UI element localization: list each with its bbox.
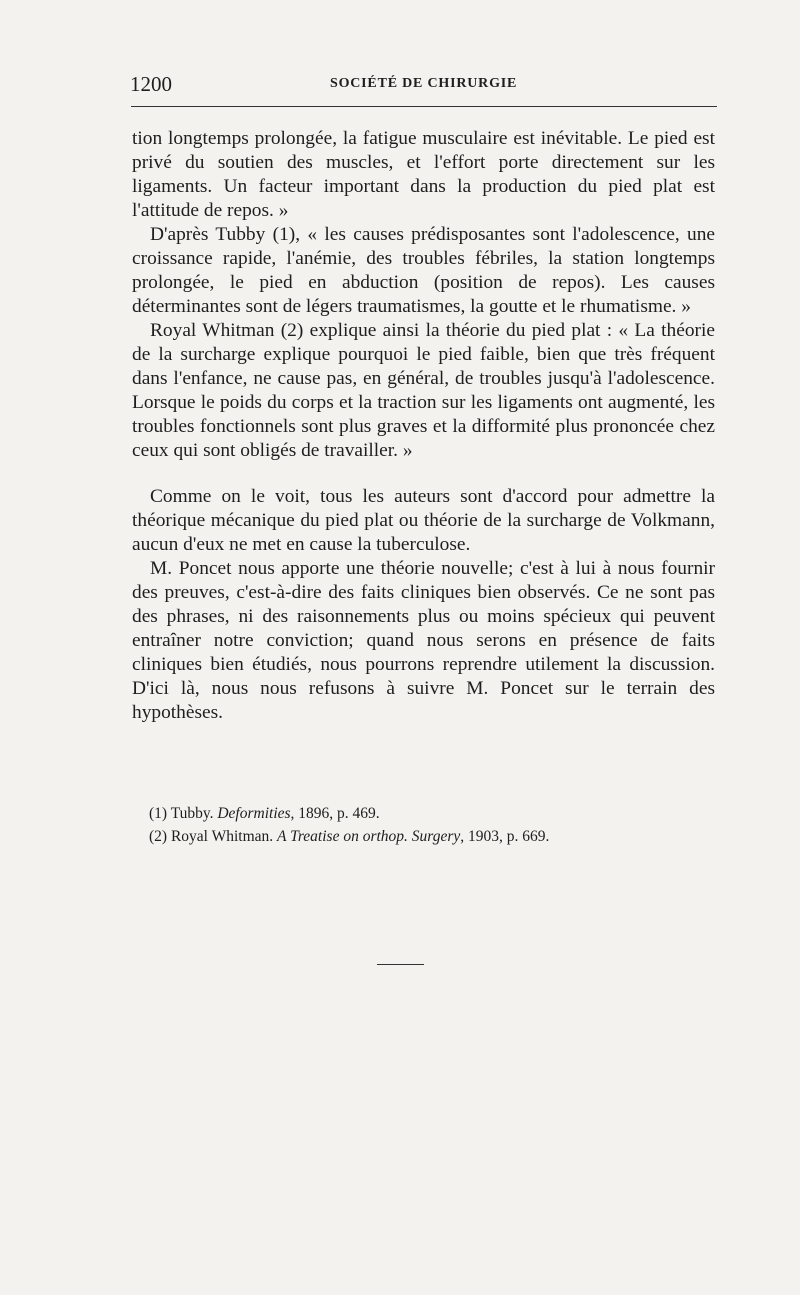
footnotes — [149, 802, 709, 848]
section-end-rule — [377, 964, 424, 965]
paragraph: Royal Whitman (2) explique ainsi la théorie du pied plat : « La théorie de la surcharge explique pourquoi le pied faible, bien que très fréquent dans l'enfance, ne cause pas, en général, de troubles jusqu'à l'adolescence. Lorsque le poids du corps et la traction sur les ligaments ont augmenté, les troubles fonctionnels sont plus graves et la difformité plus prononcée chez ceux qui sont obligés de travailler. » — [132, 320, 715, 461]
footnote-details: , 1903, p. 669. — [460, 828, 550, 845]
footnote-2 — [149, 825, 709, 848]
footnote-details: , 1896, p. 469. — [290, 805, 380, 822]
paragraph: tion longtemps prolongée, la fatigue musculaire est inévitable. Le pied est privé du soutien des muscles, et l'effort porte directement sur les ligaments. Un facteur important dans la production du pied plat est l'attitude de repos. » — [132, 128, 715, 221]
footnote-1 — [149, 802, 709, 825]
paragraph: M. Poncet nous apporte une théorie nouvelle; c'est à lui à nous fournir des preuves, c'est-à-dire des faits cliniques bien observés. Ce ne sont pas des phrases, ni des raisonnements plus ou moins spécieux qui peuvent entraîner notre conviction; quand nous serons en présence de faits cliniques bien étudiés, nous pourrons reprendre utilement la discussion. D'ici là, nous nous refusons à suivre M. Poncet sur le terrain des hypothèses. — [132, 558, 715, 723]
footnote-marker: (2) — [149, 828, 168, 845]
page-header — [118, 70, 716, 100]
body-text — [132, 127, 715, 725]
page-number: 1200 — [130, 72, 172, 96]
footnote-title: A Treatise on orthop. Surgery — [277, 828, 461, 845]
footnote-author: Royal Whitman. — [170, 828, 274, 845]
paragraph: Comme on le voit, tous les auteurs sont d'accord pour admettre la théorique mécanique du pied plat ou théorie de la surcharge de Volkmann, aucun d'eux ne met en cause la tuberculose. — [132, 486, 715, 555]
footnote-title: Deformities — [217, 805, 291, 822]
footnote-author: Tubby. — [170, 805, 214, 822]
running-title: SOCIÉTÉ DE CHIRURGIE — [330, 76, 518, 91]
header-rule — [131, 106, 717, 107]
paragraph: D'après Tubby (1), « les causes prédisposantes sont l'adolescence, une croissance rapide, l'anémie, des troubles fébriles, la station longtemps prolongée, le pied en abduction (position de repos). Les causes déterminantes sont de légers traumatismes, la goutte et le rhumatisme. » — [132, 224, 715, 317]
footnote-marker: (1) — [149, 805, 168, 822]
